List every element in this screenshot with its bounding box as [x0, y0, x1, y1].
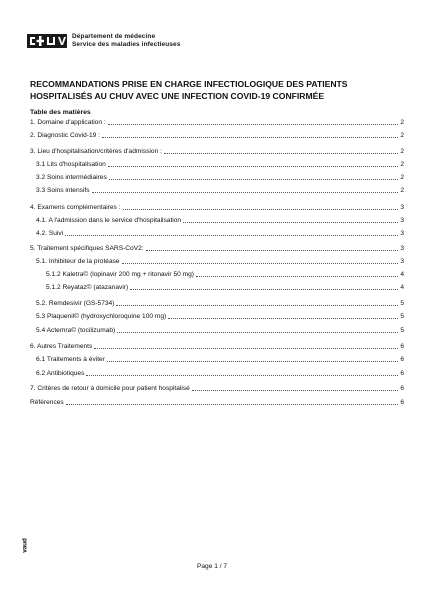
toc-entry-label: 6. Autres Traitements: [30, 343, 93, 350]
page-title: RECOMMANDATIONS PRISE EN CHARGE INFECTIOLOGIQUE DES PATIENTS HOSPITALISÉS AU CHUV AVEC UNE INFECTION COVID-19 CONFIRMÉE: [30, 79, 348, 101]
toc-entry-label: 7. Critères de retour à domicile pour patient hospitalisé: [30, 385, 190, 392]
toc-leader-dots: [116, 305, 398, 306]
toc-entry-page: 2: [400, 119, 404, 126]
toc-leader-dots: [183, 222, 398, 223]
toc-entry-page: 6: [400, 356, 404, 363]
toc-entry[interactable]: [30, 326, 404, 335]
toc-entry[interactable]: [30, 160, 404, 169]
toc-entry-label: 6.1 Traitements à éviter: [36, 356, 105, 363]
toc-entry[interactable]: [30, 312, 404, 321]
toc-entry-label: 5.3 Plaquenil© (hydroxychloroquine 100 mg): [36, 313, 167, 320]
toc-entry[interactable]: [30, 147, 404, 156]
toc-entry-label: 5. Traitement spécifiques SARS-CoV2:: [30, 245, 144, 252]
toc-entry-page: 3: [400, 217, 404, 224]
toc-entry-page: 4: [400, 284, 404, 291]
toc-entry-page: 5: [400, 313, 404, 320]
toc-entry[interactable]: [30, 173, 404, 182]
toc-entry-label: 4.2. Suivi: [36, 230, 64, 237]
toc-leader-dots: [122, 263, 399, 264]
toc-entry-label: 3.1 Lits d'hospitalisation: [36, 161, 106, 168]
toc-leader-dots: [65, 235, 398, 236]
toc-entry-label: 3.2 Soins intermédiaires: [36, 174, 107, 181]
toc-entry[interactable]: [30, 186, 404, 195]
toc-leader-dots: [109, 179, 399, 180]
toc-entry-label: 6.2 Antibiotiques: [36, 370, 85, 377]
toc-entry-page: 6: [400, 385, 404, 392]
toc-entry-page: 6: [400, 370, 404, 377]
toc-entry-page: 2: [400, 132, 404, 139]
vaud-logo: [20, 534, 30, 556]
toc-entry-label: 3. Lieu d'hospitalisation/critères d'admission :: [30, 148, 162, 155]
toc-entry[interactable]: [30, 131, 404, 140]
toc-entry[interactable]: [30, 118, 404, 127]
toc-leader-dots: [107, 361, 398, 362]
toc-entry-label: 5.1. Inhibiteur de la protéase: [36, 258, 120, 265]
toc-entry[interactable]: [30, 257, 404, 266]
toc-entry-label: 5.4 Actemra© (tocilizumab): [36, 327, 116, 334]
toc-leader-dots: [164, 153, 398, 154]
toc-entry[interactable]: [30, 244, 404, 253]
toc-leader-dots: [92, 192, 399, 193]
toc-leader-dots: [123, 209, 399, 210]
toc-entry-label: 5.1.2 Reyataz© (atazanavir): [46, 284, 129, 291]
toc-entry-page: 3: [400, 258, 404, 265]
toc-leader-dots: [86, 375, 398, 376]
toc-entry-label: 5.1.2 Kaletra© (lopinavir 200 mg + ritonavir 50 mg): [46, 271, 194, 278]
toc-entry[interactable]: [30, 342, 404, 351]
toc-entry-label: 1. Domaine d'application :: [30, 119, 106, 126]
toc-entry[interactable]: [30, 398, 404, 407]
page-number: Page 1 / 7: [196, 563, 228, 570]
toc-leader-dots: [66, 404, 399, 405]
toc-leader-dots: [117, 332, 398, 333]
toc-entry-page: 3: [400, 204, 404, 211]
toc-entry-page: 2: [400, 161, 404, 168]
toc-leader-dots: [168, 318, 398, 319]
toc-entry-label: 3.3 Soins intensifs: [36, 187, 90, 194]
toc-entry-label: 4. Examens complémentaires :: [30, 204, 121, 211]
toc-heading: Table des matières: [30, 109, 91, 116]
toc-entry-page: 2: [400, 187, 404, 194]
toc-entry[interactable]: [30, 283, 404, 292]
toc-entry-page: 3: [400, 230, 404, 237]
toc-entry[interactable]: [30, 203, 404, 212]
toc-entry-page: 6: [400, 343, 404, 350]
toc-leader-dots: [108, 124, 399, 125]
toc-entry-page: 6: [400, 399, 404, 406]
toc-entry-page: 5: [400, 327, 404, 334]
toc-leader-dots: [102, 137, 398, 138]
toc-entry[interactable]: [30, 355, 404, 364]
toc-entry[interactable]: [30, 229, 404, 238]
toc-entry[interactable]: [30, 299, 404, 308]
toc-entry-label: 4.1. A l'admission dans le service d'hospitalisation: [36, 217, 182, 224]
service-name: Service des maladies infectieuses: [72, 41, 181, 48]
toc-entry-label: 2. Diagnostic Covid-19 :: [30, 132, 101, 139]
department-name: Département de médecine: [72, 33, 156, 40]
vaud-logo-text: vaud: [21, 537, 29, 553]
toc-leader-dots: [192, 390, 399, 391]
toc-entry[interactable]: [30, 216, 404, 225]
toc-leader-dots: [108, 166, 399, 167]
toc-entry[interactable]: [30, 369, 404, 378]
toc-entry-page: 4: [400, 271, 404, 278]
toc-entry-page: 5: [400, 300, 404, 307]
toc-entry-label: Références: [30, 399, 64, 406]
toc-leader-dots: [146, 250, 399, 251]
toc-entry-page: 3: [400, 245, 404, 252]
chuv-logo: [27, 31, 180, 51]
toc-leader-dots: [94, 348, 398, 349]
toc-entry-label: 5.2. Remdesivir (GS-5734): [36, 300, 115, 307]
toc-leader-dots: [130, 289, 398, 290]
toc-leader-dots: [196, 276, 398, 277]
toc-entry-page: 2: [400, 148, 404, 155]
toc-entry-page: 2: [400, 174, 404, 181]
toc-entry[interactable]: [30, 384, 404, 393]
chuv-logo-mark-icon: [27, 31, 67, 51]
toc-entry[interactable]: [30, 270, 404, 279]
